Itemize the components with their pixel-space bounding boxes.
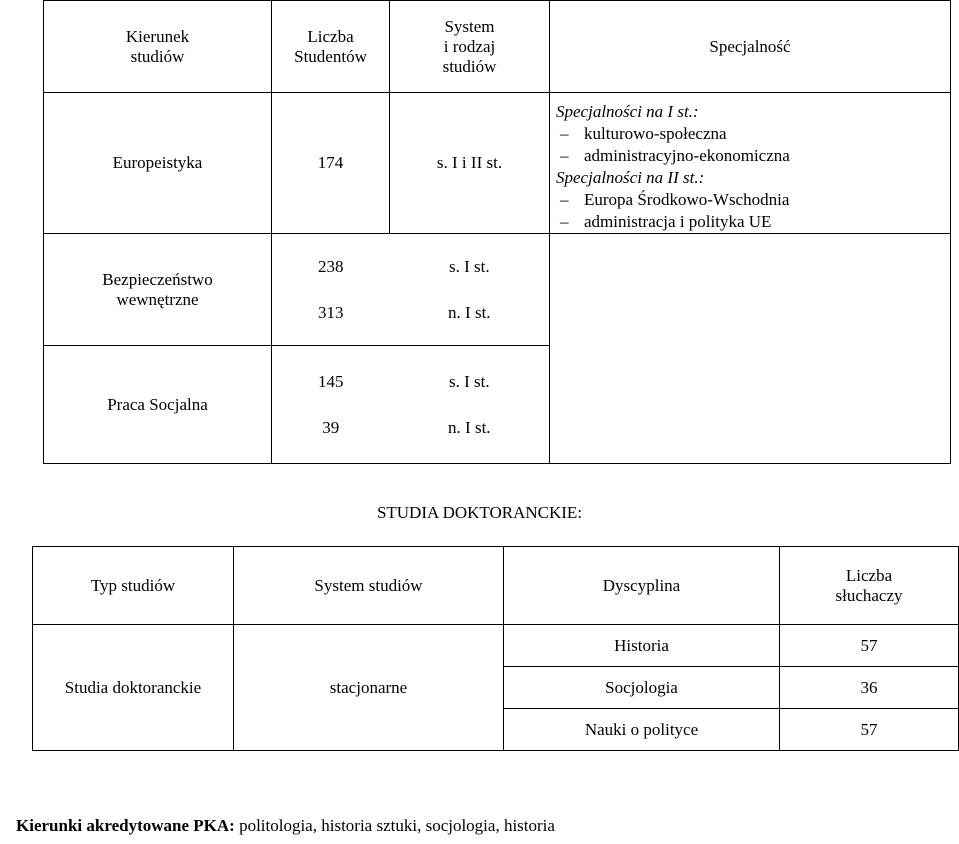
header-kierunek: Kierunek studiów (44, 1, 272, 93)
accreditation-note (16, 816, 555, 836)
cell-liczba: 57 (780, 625, 959, 667)
spec-item: – kulturowo-społeczna (556, 123, 950, 145)
cell-liczba-system (272, 234, 550, 346)
cell-system: s. I i II st. (390, 93, 550, 234)
cell-dyscyplina: Nauki o polityce (504, 709, 780, 751)
header-system: System studiów (234, 547, 504, 625)
cell-specjalnosci-empty (550, 234, 951, 464)
sub-row: 313 n. I st. (318, 302, 491, 322)
sub-table (272, 359, 549, 451)
cell-specjalnosci (550, 93, 951, 234)
cell-liczba: 174 (272, 93, 390, 234)
header-system: System i rodzaj studiów (390, 1, 550, 93)
cell-typ: Studia doktoranckie (33, 625, 234, 751)
doctoral-heading: STUDIA DOKTORANCKIE: (376, 503, 583, 522)
table-row (44, 93, 951, 234)
spec-item: – administracyjno-ekonomiczna (556, 145, 950, 167)
accreditation-text: politologia, historia sztuki, socjologia, historia (234, 816, 555, 835)
study-programs-table (43, 0, 951, 464)
cell-liczba-system (272, 346, 550, 464)
cell-system: stacjonarne (234, 625, 504, 751)
table-row (33, 625, 959, 667)
spec-label-first: Specjalności na I st.: (556, 102, 699, 121)
spec-item: – administracja i polityka UE (556, 211, 950, 233)
cell-dyscyplina: Historia (504, 625, 780, 667)
cell-liczba: 36 (780, 667, 959, 709)
doctoral-table (32, 546, 959, 751)
accreditation-label: Kierunki akredytowane PKA: (16, 816, 235, 835)
header-liczba: Liczba słuchaczy (780, 547, 959, 625)
header-liczba: Liczba Studentów (272, 1, 390, 93)
cell-kierunek: Europeistyka (44, 93, 272, 234)
header-row (33, 547, 959, 625)
sub-row: 145 s. I st. (318, 371, 490, 391)
sub-table (272, 244, 549, 336)
table-row (44, 234, 951, 346)
sub-row: 39 n. I st. (322, 417, 491, 437)
cell-liczba: 57 (780, 709, 959, 751)
header-row (44, 1, 951, 93)
header-typ: Typ studiów (33, 547, 234, 625)
spec-item: – Europa Środkowo-Wschodnia (556, 189, 950, 211)
header-specjalnosc: Specjalność (550, 1, 951, 93)
cell-kierunek: Bezpieczeństwo wewnętrzne (44, 234, 272, 346)
sub-row: 238 s. I st. (318, 256, 490, 276)
cell-kierunek: Praca Socjalna (44, 346, 272, 464)
cell-dyscyplina: Socjologia (504, 667, 780, 709)
header-dyscyplina: Dyscyplina (504, 547, 780, 625)
spec-label-second: Specjalności na II st.: (556, 168, 705, 187)
